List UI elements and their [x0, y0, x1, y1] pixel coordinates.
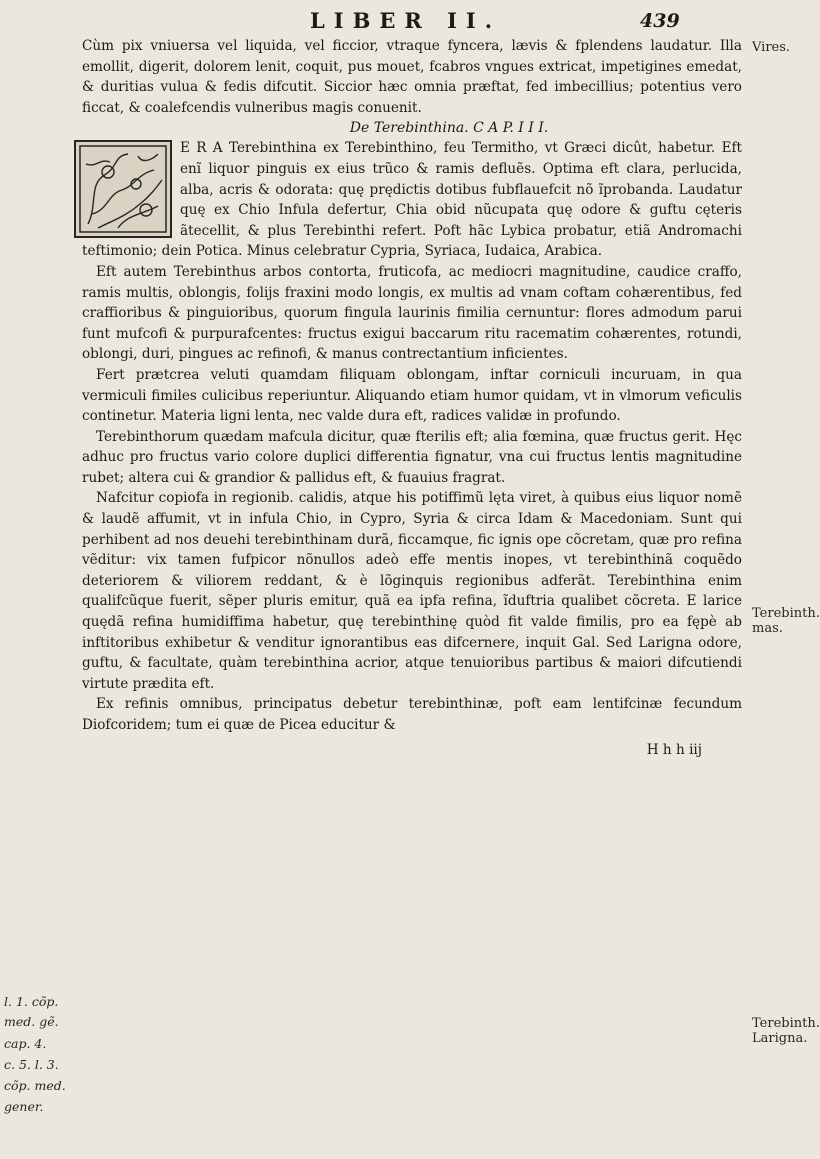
- running-title: LIBER II.: [310, 8, 502, 33]
- decorated-initial-icon: [74, 140, 172, 238]
- paragraph-resinae: Ex refinis omnibus, principatus debetur terebinthinæ, poft eam lentifcinæ fecundum Diofcoridem; tum ei quæ de Picea educitur &: [82, 696, 742, 733]
- paragraph-description: Eft autem Terebinthus arbos contorta, fruticofa, ac mediocri magnitudine, caudice craffo, ramis multis, oblongis, folijs fraxini modo longis, ex multis ad vnam coftam cohærentibus, fed craffioribus & pinguioribus, quorum fingula laurinis fimilia cernuntur: flores admodum parui funt mufcofi & purpurafcentes: fructus exigui baccarum ritu racematim cohærentes, rotundi, oblongi, duri, pingues ac refinofi, & manus contrectantium inficientes.: [82, 263, 742, 363]
- margin-note-terebinth-mas: Terebinth. mas.: [752, 606, 820, 636]
- margin-ref-1: l. 1. cõp.: [4, 994, 59, 1009]
- margin-ref-2: med. gẽ.: [4, 1014, 59, 1029]
- page-header: [0, 6, 800, 36]
- paragraph-pix: Cùm pix vniuersa vel liquida, vel ficcior, vtraque fyncera, lævis & fplendens laudatur. Illa emollit, digerit, dolorem lenit, coquit, pus mouet, fcabros vngues extricat, impetigines emedat, & duritias vulua & fedis difcutit. Siccior hæc omnia præftat, fed imbecillius; potentius vero ficcat, & coalefcendis vulneribus magis conuenit.: [82, 38, 742, 116]
- margin-ref-3: cap. 4.: [4, 1036, 47, 1051]
- margin-note-terebinth-larigna: Terebinth. Larigna.: [752, 1016, 820, 1046]
- margin-ref-5: cõp. med.: [4, 1078, 66, 1093]
- main-text: [82, 36, 742, 760]
- paragraph-definition: E R A Terebinthina ex Terebinthino, feu Termitho, vt Græci dicût, habetur. Eft enĩ liquor pinguis ex eius trũco & ramis defluẽs. Optima eft clara, perlucida, alba, acris & odorata: quę prędictis dotibus fubflauefcit nõ ĩprobanda. Laudatur quę ex Chio Infula defertur, Chia obid nũcupata quę odore & guftu cęteris ãtecellit, & plus Terebinthi refert. Poft hãc Lybica probatur, etiã Andromachi teftimonio; dein Potica. Minus celebratur Cypria, Syriaca, Iudaica, Arabica.: [82, 140, 742, 260]
- margin-ref-4: c. 5. l. 3.: [4, 1057, 59, 1072]
- margin-note-vires: Vires.: [752, 40, 791, 55]
- paragraph-siliqua: Fert prætcrea veluti quamdam filiquam oblongam, inftar corniculi incuruam, in qua vermiculi fimiles culicibus reperiuntur. Aliquando etiam humor quidam, vt in vlmorum veficulis continetur. Materia ligni lenta, nec valde dura eft, radices validæ in profundo.: [82, 366, 742, 425]
- margin-ref-6: gener.: [4, 1099, 44, 1114]
- paragraph-nascitur: Nafcitur copiofa in regionib. calidis, atque his potiffimũ lęta viret, à quibus eius liquor nomẽ & laudẽ affumit, vt in infula Chio, in Cypro, Syria & circa Idam & Macedoniam. Sunt qui perhibent ad nos deuehi terebinthinam durã, ficcamque, fic ignis ope cõcretam, quæ pro refina vẽditur: vix tamen fufpicor nõnullos adeò effe mentis inopes, vt terebinthinã coquẽdo deteriorem & viliorem reddant, & è lõginquis regionibus adferãt. Terebinthina enim qualifcũque fuerit, sẽper pluris emitur, quã ea ipfa refina, ĩduftria qualibet cõcreta. E larice quędã refina humidiffima habetur, quę terebinthinę quòd fit valde fimilis, pro ea fępè ab inftitoribus exhibetur & venditur ignorantibus eas difcernere, inquit Gal. Sed Larigna odore, guftu, & facultate, quàm terebinthina acrior, atque tenuioribus partibus & maiori difcutiendi virtute prædita eft.: [82, 490, 742, 692]
- paragraph-mas-femina: Terebinthorum quædam mafcula dicitur, quæ fterilis eft; alia fœmina, quæ fructus gerit. Hęc adhuc pro fructus vario colore duplici differentia fignatur, vna cui fructus lentis magnitudine rubet; altera cui & grandior & pallidus eft, & fuauius fragrat.: [82, 428, 742, 486]
- page-number: 439: [640, 10, 680, 32]
- chapter-opening: [82, 138, 742, 262]
- chapter-heading: De Terebinthina. C A P. I I I.: [349, 120, 549, 137]
- signature-mark: H h h iij: [646, 741, 702, 758]
